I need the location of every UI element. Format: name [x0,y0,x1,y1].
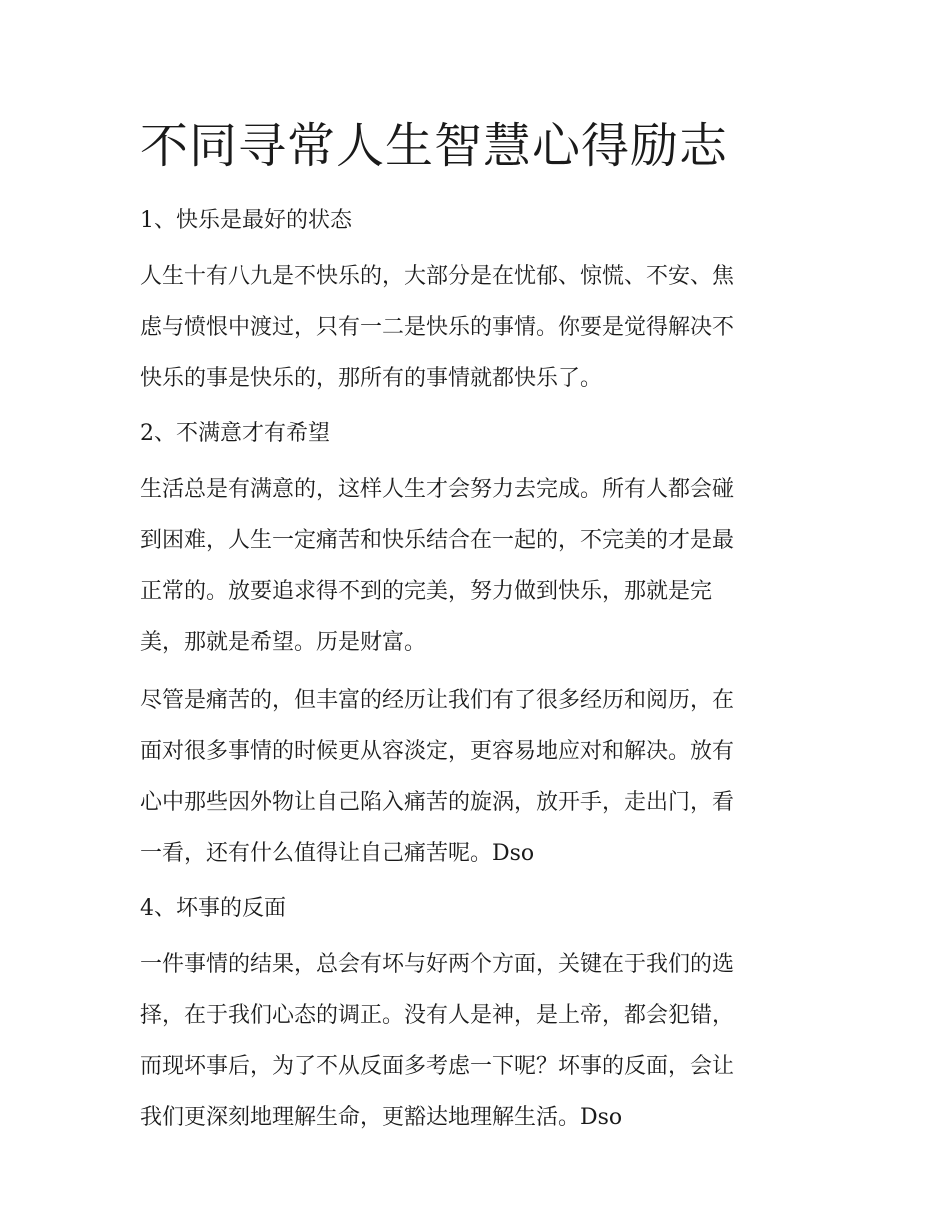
paragraph-line: 心中那些因外物让自己陷入痛苦的旋涡，放开手，走出门，看 [140,790,735,815]
paragraph-line: 而现坏事后，为了不从反面多考虑一下呢？坏事的反面，会让 [140,1054,735,1079]
paragraph-line: 择，在于我们心态的调正。没有人是神，是上帝，都会犯错， [140,1003,735,1028]
paragraph-line: 快乐的事是快乐的，那所有的事情就都快乐了。 [140,366,603,391]
paragraph-line: 美，那就是希望。历是财富。 [140,630,427,655]
paragraph-3 [140,675,820,879]
paragraph-2 [140,464,820,668]
paragraph-line: 我们更深刻地理解生命，更豁达地理解生活。Dso [140,1105,623,1130]
paragraph-line: 一件事情的结果，总会有坏与好两个方面，关键在于我们的选 [140,952,735,977]
document-page [140,112,820,1150]
paragraph-line: 一看，还有什么值得让自己痛苦呢。Dso [140,841,535,866]
document-title: 不同寻常人生智慧心得励志 [140,118,729,174]
paragraph-line: 生活总是有满意的，这样人生才会努力去完成。所有人都会碰 [140,477,735,502]
paragraph-line: 虑与愤恨中渡过，只有一二是快乐的事情。你要是觉得解决不 [140,315,735,340]
paragraph-1 [140,251,820,404]
paragraph-4 [140,939,820,1143]
section-heading-4: 4、坏事的反面 [140,896,286,921]
paragraph-line: 面对很多事情的时候更从容淡定，更容易地应对和解决。放有 [140,739,735,764]
paragraph-line: 尽管是痛苦的，但丰富的经历让我们有了很多经历和阅历，在 [140,688,735,713]
paragraph-line: 正常的。放要追求得不到的完美，努力做到快乐，那就是完 [140,579,713,604]
paragraph-line: 人生十有八九是不快乐的，大部分是在忧郁、惊慌、不安、焦 [140,264,735,289]
section-heading-1: 1、快乐是最好的状态 [140,208,352,233]
paragraph-line: 到困难，人生一定痛苦和快乐结合在一起的，不完美的才是最 [140,528,735,553]
section-heading-2: 2、不满意才有希望 [140,421,330,446]
